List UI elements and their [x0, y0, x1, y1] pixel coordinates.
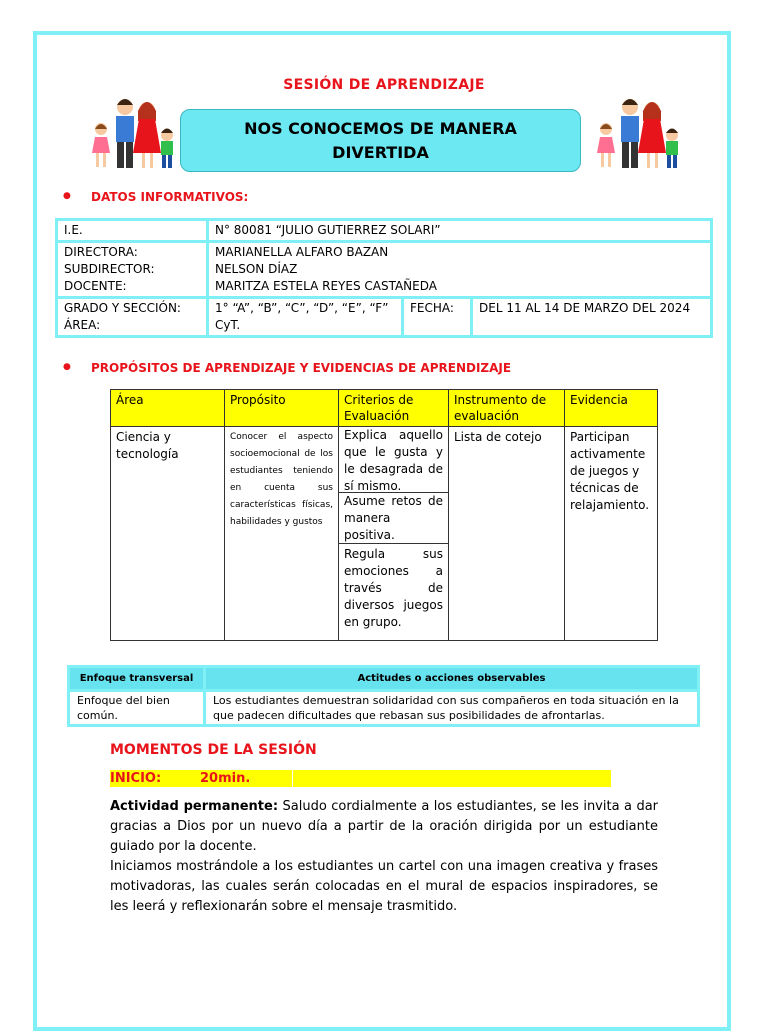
- criterio-item: Asume retos de manera positiva.: [339, 493, 448, 544]
- datos-heading: ● DATOS INFORMATIVOS:: [91, 190, 248, 204]
- actividad-paragraph: [110, 797, 658, 857]
- session-banner: [180, 109, 581, 172]
- ie-label: I.E.: [57, 220, 208, 242]
- criterio-item: Explica aquello que le gusta y le desagrada de sí mismo.: [339, 427, 448, 493]
- table-header-row: [111, 390, 658, 427]
- banner-title: NOS CONOCEMOS DE MANERA DIVERTIDA: [244, 118, 517, 162]
- enfoque-table: [67, 665, 700, 727]
- table-header-row: [69, 667, 699, 691]
- actividad-label: Actividad permanente:: [110, 799, 279, 814]
- area-cell: Ciencia y tecnología: [111, 427, 225, 641]
- family-illustration-right: [590, 95, 686, 173]
- table-row: [69, 691, 699, 726]
- authorities-values: [208, 242, 712, 298]
- grado-label: GRADO Y SECCIÓN:: [64, 301, 181, 315]
- criterio-item: Regula sus emociones a través de diversos juegos en grupo.: [344, 547, 443, 629]
- family-illustration-left: [85, 95, 181, 173]
- inicio-label: INICIO:: [110, 771, 162, 786]
- session-title: SESIÓN DE APRENDIZAJE: [283, 77, 485, 93]
- criterios-cell: [339, 427, 449, 641]
- subdirector-value: NELSON DÍAZ: [215, 262, 298, 276]
- col-criterios: Criterios de Evaluación: [339, 390, 449, 427]
- table-row: [111, 427, 658, 641]
- family-icon: [92, 99, 173, 168]
- evidencia-cell: Participan activamente de juegos y técnicas de relajamiento.: [565, 427, 658, 641]
- instrumento-cell: Lista de cotejo: [449, 427, 565, 641]
- actitudes-header: Actitudes o acciones observables: [205, 667, 699, 691]
- grado-area-values: [208, 298, 403, 337]
- momentos-heading: MOMENTOS DE LA SESIÓN: [110, 742, 317, 758]
- inicio-paragraph: Iniciamos mostrándole a los estudiantes un cartel con una imagen creativa y frases motivadoras, las cuales serán colocadas en el mural de espacios inspiradores, se les leerá y reflexionarán sobre el mensaje trasmitido.: [110, 859, 658, 914]
- propositos-table: [110, 389, 658, 641]
- grado-value: 1° “A”, “B”, “C”, “D”, “E”, “F”: [215, 301, 389, 315]
- table-row: [57, 298, 712, 337]
- authorities-labels: [57, 242, 208, 298]
- enfoque-header: Enfoque transversal: [69, 667, 205, 691]
- col-instrumento: Instrumento de evaluación: [449, 390, 565, 427]
- directora-value: MARIANELLA ALFARO BAZAN: [215, 245, 389, 259]
- inicio-time: 20min.: [200, 771, 251, 786]
- area-label: ÁREA:: [64, 318, 101, 332]
- ie-value: N° 80081 “JULIO GUTIERREZ SOLARI”: [208, 220, 712, 242]
- fecha-label: FECHA:: [403, 298, 472, 337]
- inicio-bar: [110, 770, 611, 787]
- grado-area-labels: [57, 298, 208, 337]
- table-row: [57, 242, 712, 298]
- docente-label: DOCENTE:: [64, 279, 127, 293]
- enfoque-cell: Enfoque del bien común.: [69, 691, 205, 726]
- propositos-heading: ● PROPÓSITOS DE APRENDIZAJE Y EVIDENCIAS DE APRENDIZAJE: [91, 361, 511, 375]
- session-body: [110, 797, 658, 917]
- col-area: Área: [111, 390, 225, 427]
- subdirector-label: SUBDIRECTOR:: [64, 262, 155, 276]
- area-value: CyT.: [215, 318, 241, 332]
- col-evidencia: Evidencia: [565, 390, 658, 427]
- col-proposito: Propósito: [225, 390, 339, 427]
- fecha-value: DEL 11 AL 14 DE MARZO DEL 2024: [472, 298, 712, 337]
- docente-value: MARITZA ESTELA REYES CASTAÑEDA: [215, 279, 437, 293]
- proposito-cell: Conocer el aspecto socioemocional de los estudiantes teniendo en cuenta sus características físicas, habilidades y gustos: [225, 427, 339, 641]
- table-row: [57, 220, 712, 242]
- directora-label: DIRECTORA:: [64, 245, 138, 259]
- actitudes-cell: Los estudiantes demuestran solidaridad con sus compañeros en toda situación en la que padecen dificultades que rebasan sus posibilidades de afrontarlas.: [205, 691, 699, 726]
- datos-table: [55, 218, 713, 338]
- bar-divider: [292, 770, 293, 787]
- family-icon: [597, 99, 678, 168]
- actividad-text: Saludo cordialmente a los estudiantes, se les invita a dar gracias a Dios por un nuevo día a partir de la oración dirigida por un estudiante guiado por la docente.: [110, 799, 659, 854]
